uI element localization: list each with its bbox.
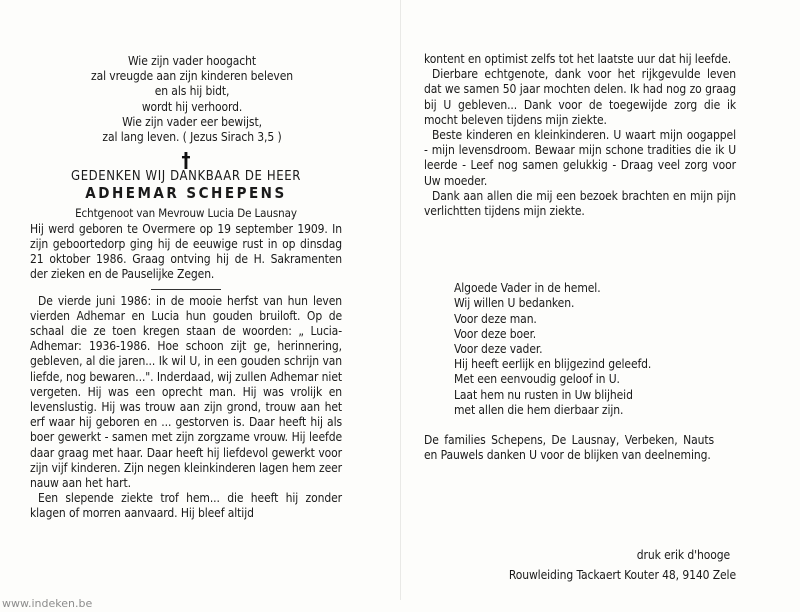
watermark: www.indeken.be bbox=[2, 597, 93, 610]
prayer-line: Met een eenvoudig geloof in U. bbox=[454, 372, 620, 387]
poem-line: Wie zijn vader eer bewijst, bbox=[122, 114, 262, 129]
poem-line: Wie zijn vader hoogacht bbox=[127, 54, 257, 68]
family-thanks: De families Schepens, De Lausnay, Verbeken, Nauts en Pauwels danken U voor de blijken van deelneming. bbox=[424, 433, 714, 463]
birth-death-paragraph: Hij werd geboren te Overmere op 19 september 1909. In zijn geboortedorp ging hij de eeuwige rust in op dinsdag 21 oktober 1986. Graag ontving hij de H. Sakramenten der zieken en de Pauselijke Zegen. bbox=[30, 221, 342, 282]
illness-paragraph: Een slepende ziekte trof hem... die heeft hij zonder klagen of morren aanvaard. Hij bleef altijd bbox=[30, 491, 342, 521]
printer-credit: druk erik d'hooge bbox=[636, 548, 730, 562]
divider bbox=[151, 289, 221, 290]
spouse-line: Echtgenoot van Mevrouw Lucia De Lausnay bbox=[75, 205, 297, 220]
prayer-line: Voor deze man. bbox=[454, 311, 537, 326]
prayer-line: Wij willen U bedanken. bbox=[454, 296, 575, 311]
opening-poem bbox=[42, 54, 342, 145]
poem-line: zal lang leven. ( Jezus Sirach 3,5 ) bbox=[102, 130, 282, 145]
fold-line bbox=[400, 0, 401, 600]
prayer-line: Voor deze boer. bbox=[454, 326, 537, 341]
cross-icon: † bbox=[181, 148, 191, 173]
prayer-line: Algoede Vader in de hemel. bbox=[454, 281, 601, 296]
poem-line: en als hij bidt, bbox=[154, 84, 230, 99]
poem-line: zal vreugde aan zijn kinderen beleven bbox=[91, 69, 293, 84]
prayer-line: Voor deze vader. bbox=[454, 342, 543, 357]
poem-line: wordt hij verhoord. bbox=[141, 99, 243, 114]
remembrance-heading: GEDENKEN WIJ DANKBAAR DE HEER bbox=[71, 169, 301, 185]
prayer-line: Hij heeft eerlijk en blijgezind geleefd. bbox=[454, 357, 652, 372]
funeral-director: Rouwleiding Tackaert Kouter 48, 9140 Zele bbox=[508, 568, 736, 583]
left-page bbox=[30, 54, 342, 522]
continuation-paragraph: kontent en optimist zelfs tot het laatste uur dat hij leefde. bbox=[424, 52, 732, 66]
story-paragraph: De vierde juni 1986: in de mooie herfst van hun leven vierden Adhemar en Lucia hun gouden bruiloft. Op de schaal die ze toen kregen staan de woorden: „ Lucia-Adhemar: 1936-1986. Hoe schoon zijt ge, herinnering, gebleven, al die jaren... Ik wil U, in een gouden schrijn van liefde, nog bewaren...". Inderdaad, wij zullen Adhemar niet vergeten. Hij was een oprecht man. Hij was vrolijk en levenslustig. Hij was trouw aan zijn grond, trouw aan het erf waar hij geboren en ... gestorven is. Daar heeft hij als boer gewerkt - samen met zijn zorgzame vrouw. Hij leefde daar graag met haar. Daar heeft hij liefdevol gewerkt voor zijn vijf kinderen. Zijn negen kleinkinderen lagen hem zeer nauw aan het hart. bbox=[30, 293, 342, 491]
wife-paragraph: Dierbare echtgenote, dank voor het rijkgevulde leven dat we samen 50 jaar mochten delen. Ik had nog zo graag bij U gebleven... Dank voor de toegewijde zorg die ik mocht beleven tijdens mijn ziekte. bbox=[424, 67, 736, 127]
deceased-name: ADHEMAR SCHEPENS bbox=[85, 184, 287, 203]
closing-prayer bbox=[454, 281, 736, 418]
credits bbox=[424, 548, 736, 583]
prayer-line: Laat hem nu rusten in Uw blijheid bbox=[454, 387, 633, 402]
prayer-line: met allen die hem dierbaar zijn. bbox=[454, 402, 624, 417]
visitors-paragraph: Dank aan allen die mij een bezoek brachten en mijn pijn verlichtten tijdens mijn ziekte. bbox=[424, 188, 736, 219]
children-paragraph: Beste kinderen en kleinkinderen. U waart mijn oogappel - mijn levensdroom. Bewaar mijn schone tradities die ik U leerde - Leef nog samen gelukkig - Draag veel zorg voor Uw moeder. bbox=[424, 128, 736, 188]
right-page bbox=[424, 52, 736, 592]
